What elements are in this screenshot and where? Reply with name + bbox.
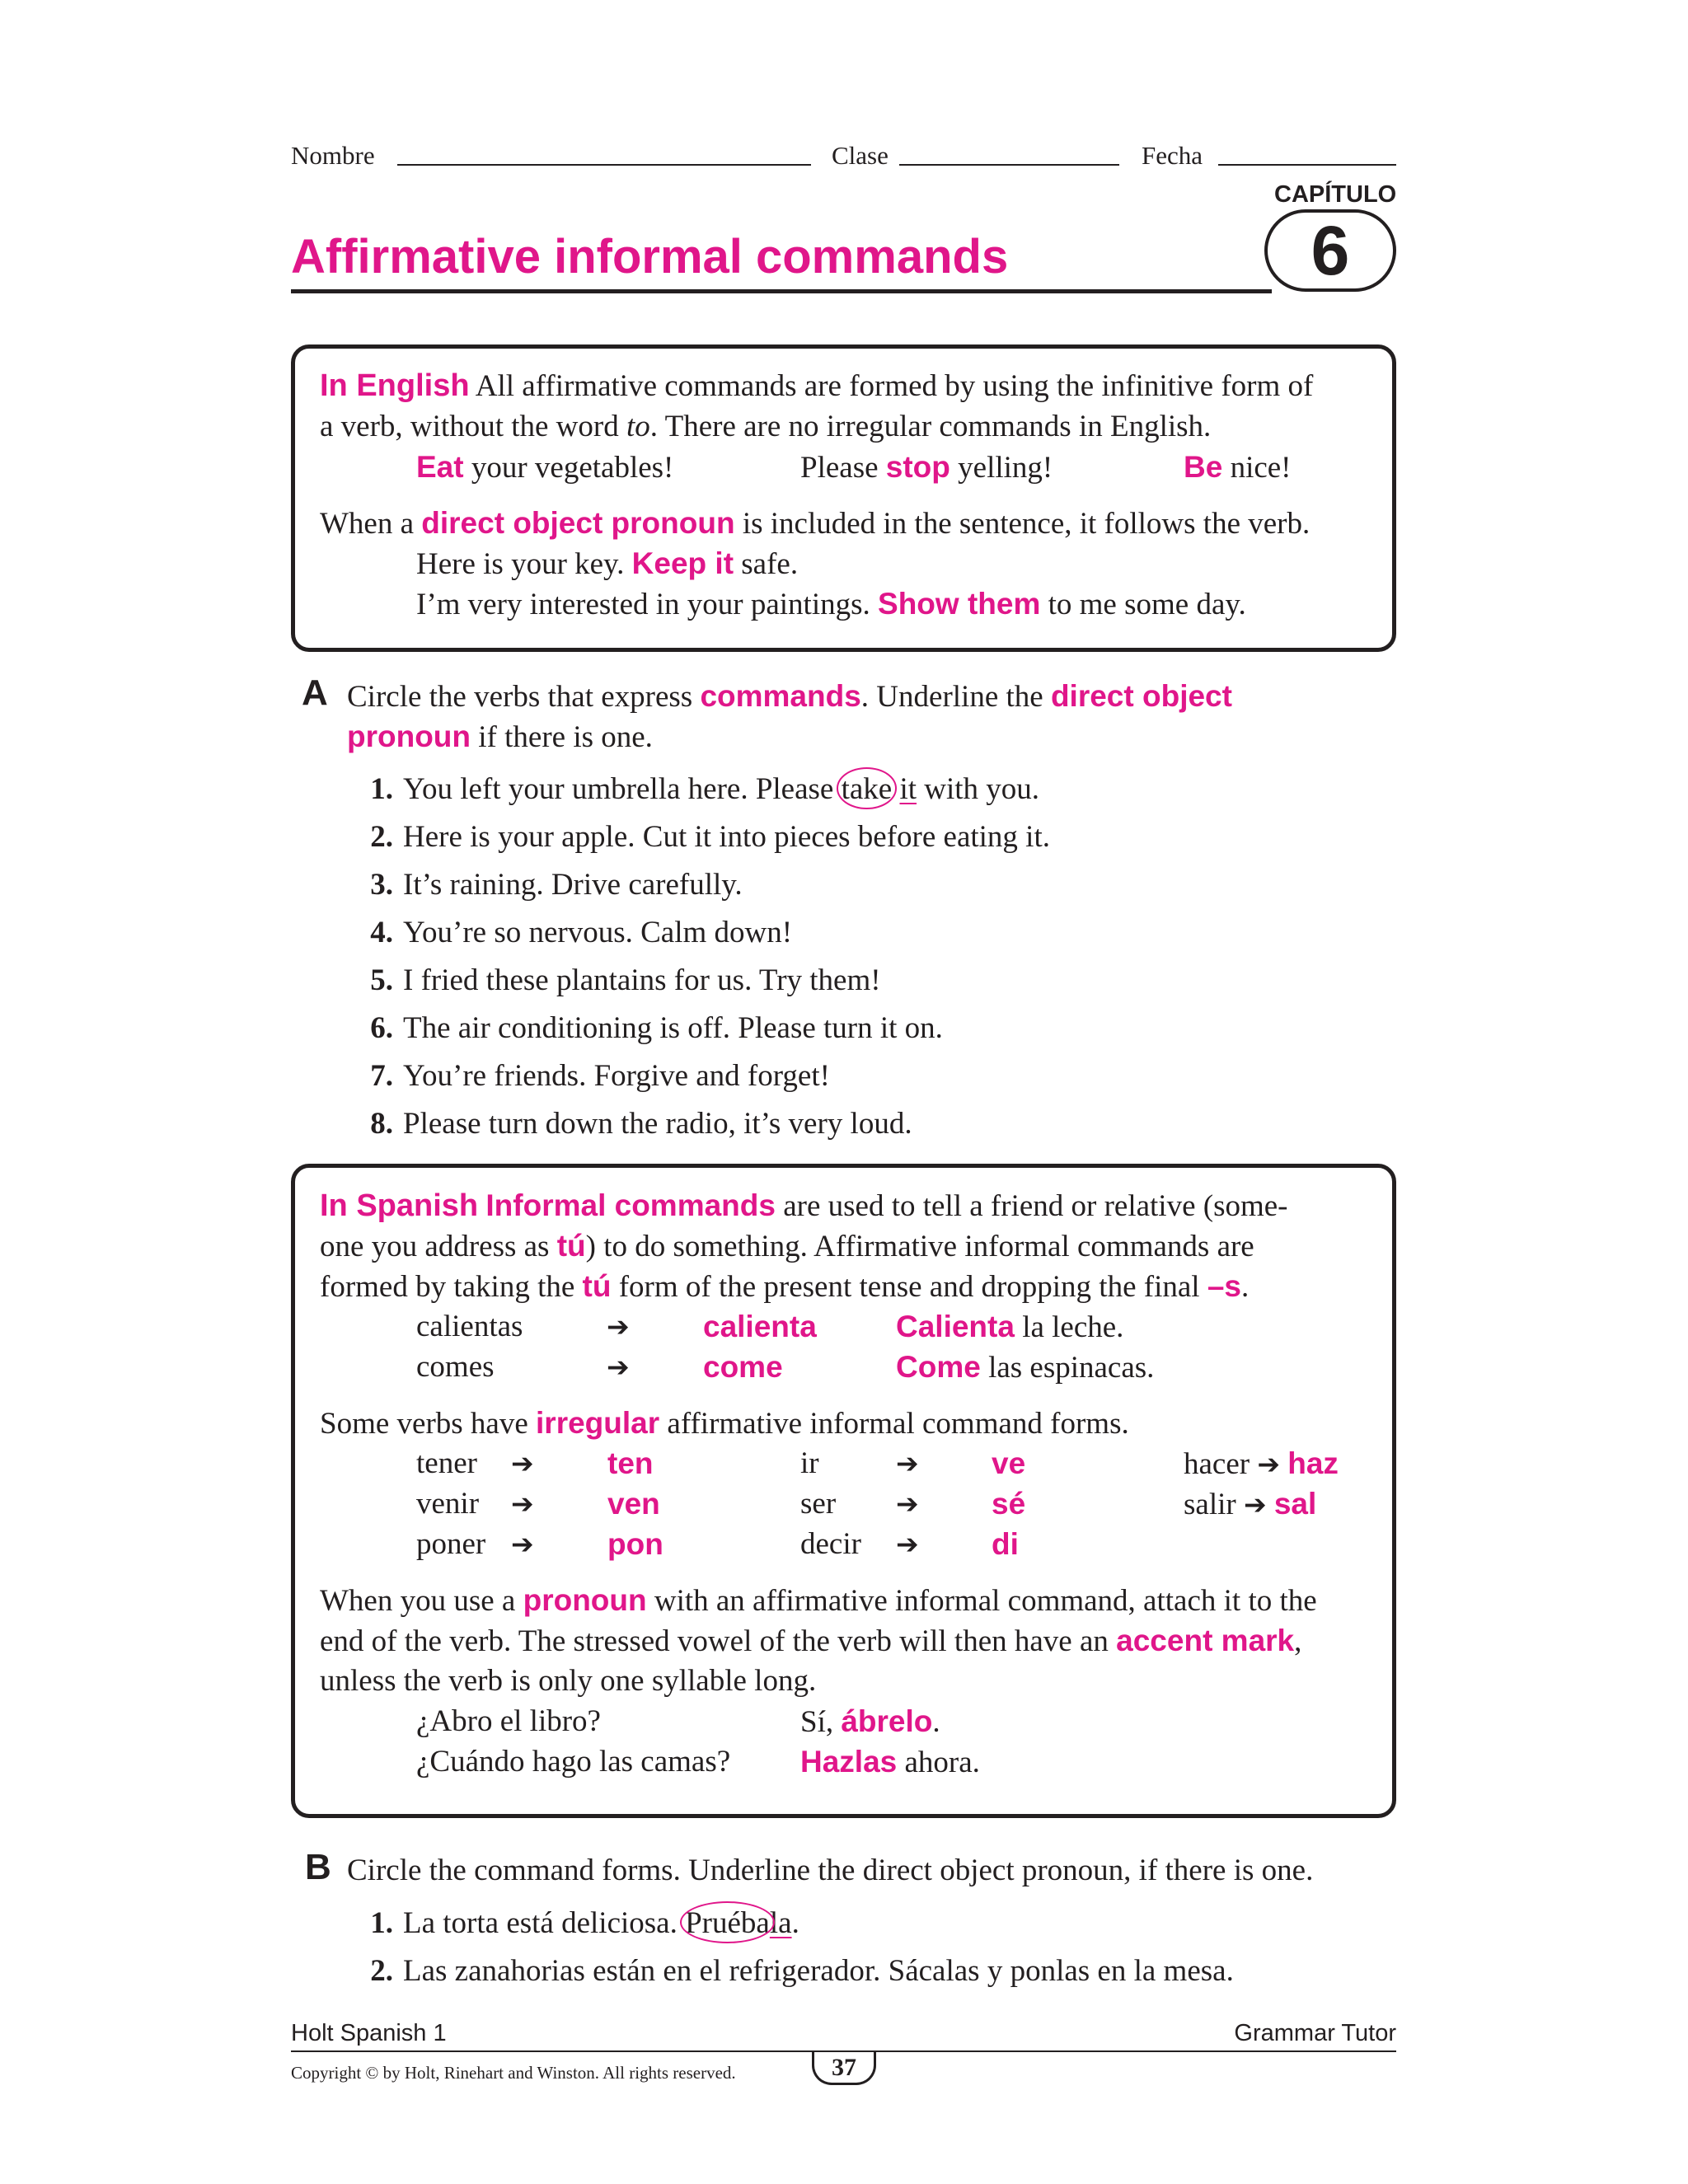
spanish-line-2: [320, 1226, 1254, 1267]
arrow-icon: ➔: [896, 1447, 919, 1479]
title-rule: [291, 289, 1272, 293]
key-term: pronoun: [523, 1583, 647, 1617]
irregular-verb: ir: [800, 1446, 819, 1480]
instruction-text: . Underline the: [860, 680, 1043, 714]
item-text: Las zanahorias están en el refrigerador. Sácalas y ponlas en la mesa.: [403, 1954, 1234, 1988]
irregular-intro: [320, 1403, 1129, 1444]
rule-text: one you address as: [320, 1230, 550, 1263]
section-a-item: [357, 912, 792, 953]
english-example-3: [1184, 447, 1292, 488]
irregular-command: pon: [607, 1527, 663, 1561]
key-term: accent mark: [1116, 1624, 1295, 1657]
example-answer: [800, 1741, 980, 1783]
irregular-verb: poner: [416, 1527, 486, 1561]
command-example: [896, 1347, 1154, 1388]
irregular-command: ten: [607, 1446, 654, 1480]
section-a-letter: A: [302, 673, 328, 713]
key-term: direct object: [1050, 679, 1232, 713]
date-label: Fecha: [1142, 141, 1203, 170]
irregular-command: sé: [992, 1487, 1026, 1521]
item-text: You’re friends. Forgive and forget!: [403, 1059, 830, 1093]
irregular-verb: hacer: [1184, 1447, 1250, 1481]
irregular-verb: venir: [416, 1487, 480, 1521]
command-word: Hazlas: [800, 1745, 898, 1779]
footer-series: Grammar Tutor: [1234, 2020, 1396, 2046]
command-form: calienta: [703, 1310, 817, 1343]
item-text: Please turn down the radio, it’s very loud.: [403, 1107, 912, 1141]
command-word: Keep it: [631, 546, 734, 580]
key-term: tú: [556, 1229, 586, 1263]
item-number: 5.: [370, 963, 393, 997]
command-form: come: [703, 1350, 783, 1384]
english-line-1: [320, 366, 1313, 406]
rule-text: is included in the sentence, it follows the verb.: [742, 507, 1311, 541]
example-text: Here is your key.: [416, 547, 625, 581]
example-answer: [800, 1701, 940, 1742]
rule-text: .: [1240, 1270, 1250, 1304]
item-number: 2.: [370, 1954, 393, 1988]
rule-text: with an affirmative informal command, attach it to the: [654, 1584, 1317, 1618]
item-text: You left your umbrella here. Please: [403, 772, 834, 806]
circled-answer[interactable]: take: [842, 769, 893, 809]
irregular-verb: tener: [416, 1446, 477, 1480]
rule-text: ,: [1294, 1624, 1302, 1658]
english-intro-2a: a verb, without the word: [320, 410, 619, 443]
key-term: pronoun: [347, 719, 471, 753]
example-text: to me some day.: [1048, 588, 1246, 621]
verb-form: calientas: [416, 1310, 523, 1343]
rule-text: Some verbs have: [320, 1407, 528, 1441]
irregular-command: sal: [1273, 1487, 1317, 1521]
english-intro-italic: to: [626, 410, 650, 443]
english-example-5: [416, 583, 1246, 625]
command-word: Calienta: [896, 1310, 1015, 1343]
irregular-verb: ser: [800, 1487, 837, 1521]
item-text: The air conditioning is off. Please turn it on.: [403, 1011, 943, 1045]
section-a-item: [357, 1008, 943, 1048]
example-question: ¿Cuándo hago las camas?: [416, 1745, 731, 1779]
item-number: 2.: [370, 820, 393, 854]
english-example-4: [416, 543, 798, 584]
irregular-command: ve: [992, 1446, 1026, 1480]
section-a-instruction-line-2: [347, 716, 653, 757]
pronoun-rule-line-2: [320, 1620, 1301, 1661]
footer-book-title: Holt Spanish 1: [291, 2020, 447, 2046]
arrow-icon: ➔: [1257, 1448, 1280, 1480]
underlined-answer[interactable]: la: [769, 1906, 792, 1940]
rule-text: form of the present tense and dropping the final: [618, 1270, 1200, 1304]
english-intro-2b: . There are no irregular commands in English.: [649, 410, 1212, 443]
command-word: Show them: [878, 587, 1041, 621]
irregular-command: haz: [1287, 1446, 1339, 1480]
pronoun-rule-line-1: [320, 1580, 1317, 1621]
spanish-line-1: [320, 1185, 1288, 1226]
example-question: ¿Abro el libro?: [416, 1704, 601, 1738]
english-example-2: [800, 447, 1053, 488]
example-text: Sí,: [800, 1705, 834, 1739]
section-a-item-1: [357, 769, 1039, 809]
english-example-1: [416, 447, 673, 488]
english-heading: In English: [320, 368, 470, 403]
class-blank: [899, 164, 1119, 166]
irregular-pair: [1184, 1443, 1339, 1484]
section-a-item: [357, 1056, 830, 1096]
rule-text: When you use a: [320, 1584, 516, 1618]
key-term: irregular: [536, 1406, 660, 1440]
date-blank: [1218, 164, 1396, 166]
copyright-notice: Copyright © by Holt, Rinehart and Winston. All rights reserved.: [291, 2063, 736, 2083]
english-intro-1: All affirmative commands are formed by using the infinitive form of: [475, 369, 1314, 403]
arrow-icon: ➔: [896, 1528, 919, 1560]
arrow-icon: ➔: [607, 1351, 630, 1383]
command-word: Eat: [416, 450, 464, 484]
arrow-icon: ➔: [511, 1447, 534, 1479]
section-a-instruction-line-1: [347, 676, 1232, 717]
key-term: tú: [582, 1269, 612, 1303]
item-number: 1.: [370, 1906, 393, 1940]
item-text: Here is your apple. Cut it into pieces before eating it.: [403, 820, 1050, 854]
verb-form: comes: [416, 1350, 495, 1384]
irregular-verb: decir: [800, 1527, 861, 1561]
pronoun-rule-line-3: unless the verb is only one syllable long.: [320, 1664, 817, 1698]
underlined-answer[interactable]: it: [899, 772, 917, 806]
irregular-command: ven: [607, 1487, 660, 1521]
arrow-icon: ➔: [1243, 1488, 1267, 1521]
example-text: ahora.: [904, 1746, 980, 1779]
irregular-command: di: [992, 1527, 1019, 1561]
example-text: la leche.: [1022, 1310, 1124, 1344]
command-example: [896, 1306, 1123, 1347]
item-text: La torta está deliciosa.: [403, 1906, 678, 1940]
instruction-text: Circle the verbs that express: [347, 680, 693, 714]
section-b-letter: B: [305, 1847, 331, 1887]
example-text: I’m very interested in your paintings.: [416, 588, 870, 621]
key-term: –s: [1207, 1269, 1241, 1303]
example-text: your vegetables!: [471, 451, 674, 485]
chapter-number: 6: [1311, 212, 1350, 289]
name-label: Nombre: [291, 141, 375, 170]
instruction-text: if there is one.: [478, 720, 653, 754]
section-a-item: [357, 1104, 912, 1144]
page-number: 37: [832, 2054, 856, 2081]
example-text: yelling!: [958, 451, 1053, 485]
rule-text: end of the verb. The stressed vowel of the verb will then have an: [320, 1624, 1109, 1658]
section-a-item: [357, 865, 743, 905]
section-b-item-2: [357, 1951, 1234, 1991]
section-b-instruction: Circle the command forms. Underline the direct object pronoun, if there is one.: [347, 1854, 1314, 1887]
irregular-pair: [1184, 1483, 1316, 1525]
english-line-2: [320, 406, 1211, 447]
name-blank: [397, 164, 811, 166]
item-text: You’re so nervous. Calm down!: [403, 916, 793, 949]
item-text: with you.: [924, 772, 1040, 806]
circled-answer[interactable]: Pruéba: [685, 1903, 770, 1943]
item-number: 8.: [370, 1107, 393, 1141]
rule-text: When a: [320, 507, 415, 541]
item-text: It’s raining. Drive carefully.: [403, 868, 743, 902]
spanish-line-3: [320, 1266, 1249, 1307]
example-text: las espinacas.: [988, 1351, 1155, 1385]
spanish-heading: In Spanish: [320, 1188, 479, 1223]
item-text: I fried these plantains for us. Try them!: [403, 963, 881, 997]
class-label: Clase: [832, 141, 889, 170]
arrow-icon: ➔: [607, 1310, 630, 1343]
item-text: .: [791, 1906, 799, 1940]
section-a-item: [357, 817, 1050, 857]
item-number: 1.: [370, 772, 393, 806]
item-number: 6.: [370, 1011, 393, 1045]
example-text: Please: [800, 451, 879, 485]
rule-text: are used to tell a friend or relative (some-: [783, 1189, 1288, 1223]
rule-text: formed by taking the: [320, 1270, 575, 1304]
key-term: direct object pronoun: [421, 506, 735, 540]
example-text: .: [932, 1705, 940, 1739]
command-word: Come: [896, 1350, 981, 1384]
irregular-verb: salir: [1184, 1488, 1236, 1521]
rule-text: affirmative informal command forms.: [667, 1407, 1129, 1441]
page-title: Affirmative informal commands: [291, 230, 1009, 284]
command-word: stop: [885, 450, 950, 484]
key-term: Informal commands: [485, 1188, 776, 1222]
rule-text: ) to do something. Affirmative informal commands are: [585, 1230, 1254, 1263]
arrow-icon: ➔: [511, 1528, 534, 1560]
item-number: 3.: [370, 868, 393, 902]
chapter-label: CAPÍTULO: [1274, 181, 1397, 208]
command-word: Be: [1184, 450, 1223, 484]
arrow-icon: ➔: [896, 1488, 919, 1520]
arrow-icon: ➔: [511, 1488, 534, 1520]
section-a-item: [357, 960, 881, 1001]
example-text: nice!: [1230, 451, 1292, 485]
item-number: 7.: [370, 1059, 393, 1093]
example-text: safe.: [741, 547, 799, 581]
item-number: 4.: [370, 916, 393, 949]
key-term: commands: [700, 679, 861, 713]
english-pronoun-rule: [320, 503, 1310, 544]
section-b-item-1: [357, 1903, 799, 1943]
command-word: ábrelo: [841, 1704, 933, 1738]
